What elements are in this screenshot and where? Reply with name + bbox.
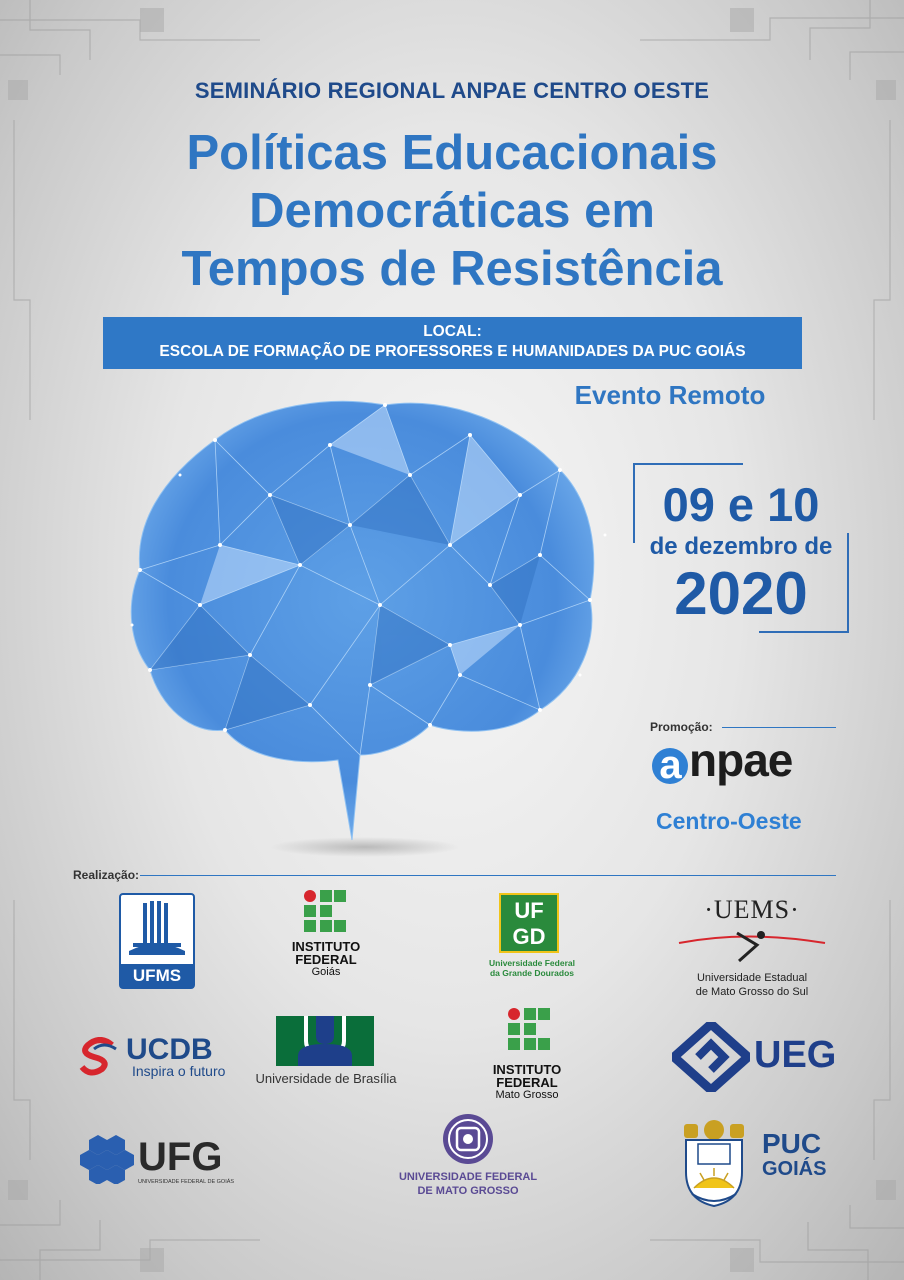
ufms-text: UFMS [121, 964, 193, 988]
ufms-logo [119, 893, 195, 989]
ucdb-logo [78, 1033, 238, 1083]
if-goias-line-2: FEDERAL [295, 952, 357, 967]
location-label: LOCAL: [423, 323, 482, 340]
event-mode: Evento Remoto [574, 380, 766, 410]
main-title-line-3: Tempos de Resistência [181, 242, 723, 296]
if-goias-logo [284, 890, 368, 990]
if-mt-logo [482, 1008, 572, 1108]
brain-illustration [120, 385, 620, 860]
ueg-diamond-icon [672, 1022, 750, 1092]
ucdb-mark: UCDB [126, 1033, 213, 1066]
if-grid-icon [508, 1008, 552, 1060]
ufgd-mark-bottom: GD [512, 924, 546, 949]
date-block [633, 463, 849, 633]
if-goias-line-1: INSTITUTO [291, 939, 361, 954]
anpae-logo [652, 733, 792, 787]
ucdb-s-icon [78, 1037, 122, 1077]
uems-line-2: de Mato Grosso do Sul [695, 986, 809, 998]
ufg-logo [78, 1132, 240, 1192]
date-month: de dezembro de [649, 533, 833, 560]
ufgd-mark-top: UF [514, 898, 544, 923]
if-mt-line-3: Mato Grosso [495, 1089, 559, 1101]
anpae-logo-a: a [652, 748, 688, 784]
ufg-mark: UFG [138, 1135, 223, 1179]
ufgd-line-2: da Grande Dourados [489, 968, 575, 978]
puc-coat-of-arms-icon [670, 1116, 758, 1208]
if-mt-line-2: FEDERAL [496, 1075, 558, 1090]
main-title-line-2: Democráticas em [249, 184, 655, 238]
uems-swoosh-icon [677, 925, 827, 965]
unb-name: Universidade de Brasília [255, 1071, 397, 1086]
puc-goias-logo [670, 1116, 835, 1208]
ufgd-logo [484, 893, 580, 988]
uems-logo [672, 895, 832, 1005]
ufg-subtitle: UNIVERSIDADE FEDERAL DE GOIÁS [138, 1179, 235, 1185]
anpae-logo-rest: npae [689, 734, 793, 786]
ufmt-logo [383, 1112, 553, 1202]
uems-mark: ·UEMS· [704, 895, 800, 924]
ufms-building-icon [121, 895, 193, 959]
if-mt-line-1: INSTITUTO [492, 1062, 562, 1077]
if-grid-icon [304, 890, 348, 934]
ueg-logo [672, 1022, 837, 1092]
if-goias-line-3: Goiás [311, 966, 341, 978]
uems-line-1: Universidade Estadual [696, 972, 808, 984]
unb-logo [250, 1016, 402, 1091]
realization-divider [140, 875, 836, 876]
ufmt-line-2: DE MATO GROSSO [417, 1185, 519, 1197]
location-place: ESCOLA DE FORMAÇÃO DE PROFESSORES E HUMANIDADES DA PUC GOIÁS [159, 343, 746, 360]
seminar-title: SEMINÁRIO REGIONAL ANPAE CENTRO OESTE [194, 78, 710, 103]
ueg-mark: UEG [754, 1034, 837, 1076]
ufgd-line-1: Universidade Federal [489, 958, 575, 968]
puc-line-1: PUC [762, 1128, 822, 1159]
date-days: 09 e 10 [662, 478, 820, 531]
anpae-region: Centro-Oeste [656, 808, 802, 834]
location-banner [103, 317, 802, 369]
ufg-hexagons-icon [78, 1134, 134, 1184]
main-title [0, 124, 904, 298]
promotion-divider [722, 727, 836, 728]
ufmt-line-1: UNIVERSIDADE FEDERAL [398, 1171, 538, 1183]
main-title-line-1: Políticas Educacionais [186, 126, 718, 180]
realization-label: Realização: [73, 868, 140, 882]
ucdb-tagline: Inspira o futuro [132, 1063, 226, 1079]
puc-line-2: GOIÁS [762, 1158, 827, 1180]
ufmt-seal-icon [441, 1112, 495, 1166]
unb-emblem-icon [276, 1016, 374, 1066]
promotion-label: Promoção: [650, 720, 713, 734]
date-year: 2020 [674, 560, 808, 627]
